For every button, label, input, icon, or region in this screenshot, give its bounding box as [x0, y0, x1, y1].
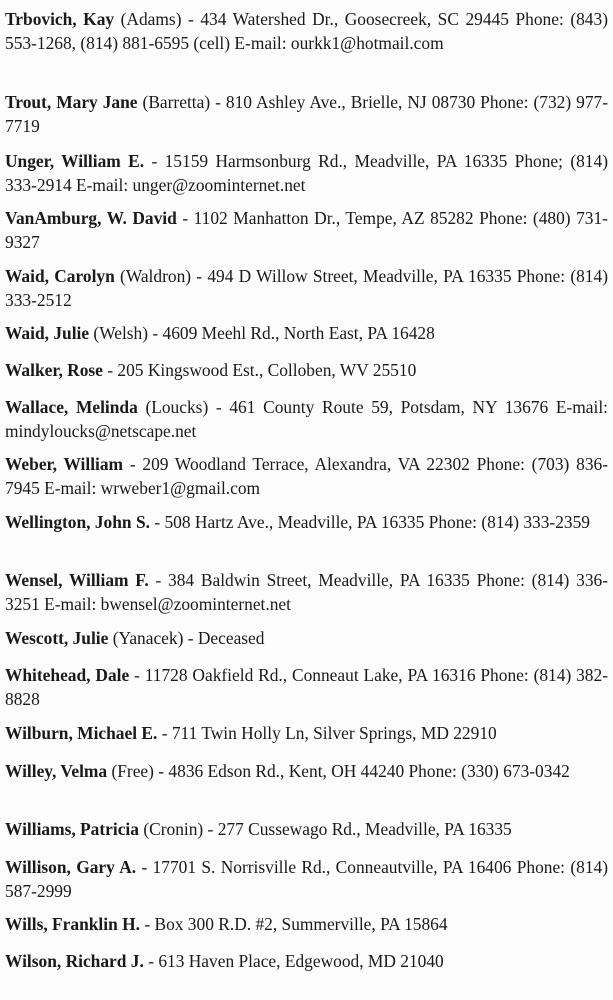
entry-name: Walker, Rose: [5, 360, 103, 380]
entry-details: (Cronin) - 277 Cussewago Rd., Meadville, PA 16335: [138, 819, 512, 839]
entry-name: Wills, Franklin H.: [5, 914, 140, 934]
entry-name: Wilson, Richard J.: [5, 951, 144, 971]
entry-details: (Barretta) - 810 Ashley Ave., Brielle, NJ 08730 Phone: (732) 977-7719: [5, 92, 609, 136]
entry-details: - 15159 Harmsonburg Rd., Meadville, PA 16335 Phone; (814) 333-2914 E-mail: unger@zoominternet.net: [5, 151, 608, 195]
directory-entry: [5, 207, 608, 254]
entry-details: (Yanacek) - Deceased: [108, 628, 265, 648]
entry-details: - 205 Kingswood Est., Colloben, WV 25510: [102, 360, 417, 380]
entry-details: (Welsh) - 4609 Meehl Rd., North East, PA 16428: [89, 323, 435, 343]
entry-name: Williams, Patricia: [5, 819, 139, 839]
directory-entry: [5, 627, 608, 651]
entry-details: - 711 Twin Holly Ln, Silver Springs, MD 22910: [157, 723, 497, 743]
directory-entry: [5, 950, 608, 974]
entry-details: - 613 Haven Place, Edgewood, MD 21040: [143, 951, 444, 971]
entry-details: - Box 300 R.D. #2, Summerville, PA 15864: [139, 914, 448, 934]
entry-name: Waid, Julie: [5, 323, 90, 343]
directory-entry: [5, 453, 608, 500]
directory-entry: [5, 856, 608, 903]
directory-entry: [5, 265, 608, 312]
directory-entry: [5, 511, 608, 535]
entry-name: Unger, William E.: [5, 151, 145, 171]
directory-entry: [5, 913, 608, 937]
directory-entry: [5, 664, 608, 711]
entry-details: - 11728 Oakfield Rd., Conneaut Lake, PA 16316 Phone: (814) 382-8828: [5, 665, 608, 709]
entry-name: Weber, William: [5, 454, 124, 474]
entry-name: Trbovich, Kay: [5, 9, 115, 29]
entry-name: Trout, Mary Jane: [5, 92, 138, 112]
directory-entry: [5, 569, 608, 616]
directory-entry: [5, 359, 608, 383]
entry-name: Willison, Gary A.: [5, 857, 137, 877]
entry-details: - 384 Baldwin Street, Meadville, PA 16335 Phone: (814) 336-3251 E-mail: bwensel@zoominternet.net: [5, 570, 608, 614]
directory-entry: [5, 322, 608, 346]
directory-entry: [5, 91, 608, 138]
entry-details: - 17701 S. Norrisville Rd., Conneautville, PA 16406 Phone: (814) 587-2999: [5, 857, 608, 901]
entry-name: Waid, Carolyn: [5, 266, 115, 286]
entry-details: - 1102 Manhatton Dr., Tempe, AZ 85282 Phone: (480) 731-9327: [5, 208, 608, 252]
directory-entry: [5, 818, 608, 842]
entry-details: (Adams) - 434 Watershed Dr., Goosecreek, SC 29445 Phone: (843) 553-1268, (814) 881-6595 (cell) E-mail: ourkk1@hotmail.com: [5, 9, 608, 53]
entry-name: VanAmburg, W. David: [5, 208, 177, 228]
entry-name: Wensel, William F.: [5, 570, 149, 590]
directory-entry: [5, 8, 608, 55]
entry-details: (Free) - 4836 Edson Rd., Kent, OH 44240 Phone: (330) 673-0342: [107, 761, 570, 781]
entry-details: - 508 Hartz Ave., Meadville, PA 16335 Phone: (814) 333-2359: [149, 512, 590, 532]
directory-entry: [5, 760, 608, 784]
entry-name: Willey, Velma: [5, 761, 108, 781]
directory-entry: [5, 150, 608, 197]
entry-details: - 209 Woodland Terrace, Alexandra, VA 22302 Phone: (703) 836-7945 E-mail: wrweber1@gmail.com: [5, 454, 608, 498]
entry-name: Whitehead, Dale: [5, 665, 130, 685]
entry-name: Wescott, Julie: [5, 628, 109, 648]
directory-entry: [5, 396, 608, 443]
entry-name: Wilburn, Michael E.: [5, 723, 158, 743]
entry-details: (Waldron) - 494 D Willow Street, Meadville, PA 16335 Phone: (814) 333-2512: [5, 266, 608, 310]
directory-entry: [5, 722, 608, 746]
entry-details: (Loucks) - 461 County Route 59, Potsdam, NY 13676 E-mail: mindyloucks@netscape.net: [5, 397, 609, 441]
entry-name: Wellington, John S.: [5, 512, 150, 532]
entry-name: Wallace, Melinda: [5, 397, 138, 417]
